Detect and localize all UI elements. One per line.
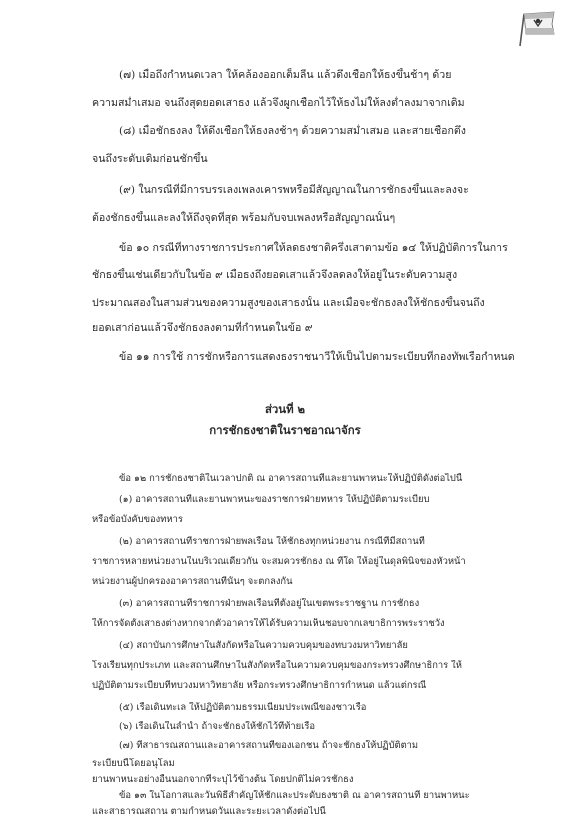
body-line: (๗) ที่สาธารณสถานและอาคารสถานที่ของเอกชน ถ้าจะชักธงให้ปฏิบัติตาม: [119, 740, 419, 751]
body-line: ราชการหลายหน่วยงานในบริเวณเดียวกัน จะสมควรชักธง ณ ที่ใด ให้อยู่ในดุลพินิจของหัวหน้า: [92, 556, 466, 567]
body-line: (๕) เรือเดินทะเล ให้ปฏิบัติตามธรรมเนียมประเพณีของชาวเรือ: [119, 702, 367, 713]
body-line: (๘) เมื่อชักธงลง ให้ดึงเชือกให้ธงลงช้าๆ ด้วยความสม่ำเสมอ และสายเชือกตึง: [119, 125, 466, 137]
body-line: ระเบียบนี้โดยอนุโลม: [92, 758, 175, 769]
body-line: โรงเรียนทุกประเภท และสถานศึกษาในสังกัดหรือในความควบคุมของกระทรวงศึกษาธิการ ให้: [92, 660, 462, 671]
body-line: (๖) เรือเดินในลำน้ำ ถ้าจะชักธงให้ชักไว้ที่ท้ายเรือ: [119, 721, 316, 732]
body-line: จนถึงระดับเดิมก่อนชักขึ้น: [92, 153, 208, 165]
flag-emblem-icon: [514, 8, 558, 48]
body-line: ข้อ ๑๒ การชักธงชาติในเวลาปกติ ณ อาคารสถานที่และยานพาหนะให้ปฏิบัติดังต่อไปนี้: [119, 473, 463, 484]
body-line: ต้องชักธงขึ้นและลงให้ถึงจุดที่สุด พร้อมกับจบเพลงหรือสัญญาณนั้นๆ: [92, 212, 396, 224]
section-heading: ส่วนที่ ๒: [264, 402, 306, 416]
body-line: ชักธงขึ้นเช่นเดียวกับในข้อ ๙ เมื่อธงถึงยอดเสาแล้วจึงลดลงให้อยู่ในระดับความสูง: [92, 269, 458, 281]
body-line: ข้อ ๑๑ การใช้ การชักหรือการแสดงธงราชนาวีให้เป็นไปตามระเบียบที่กองทัพเรือกำหนด: [119, 351, 515, 363]
body-line: ปฏิบัติตามระเบียบที่ทบวงมหาวิทยาลัย หรือกระทรวงศึกษาธิการกำหนด แล้วแต่กรณี: [92, 680, 427, 691]
body-line: ความสม่ำเสมอ จนถึงสุดยอดเสาธง แล้วจึงผูกเชือกไว้ให้ธงไม่ให้ลงต่ำลงมาจากเดิม: [92, 97, 465, 109]
body-line: ข้อ ๑๐ กรณีที่ทางราชการประกาศให้ลดธงชาติครึ่งเสาตามข้อ ๑๔ ให้ปฏิบัติการในการ: [119, 242, 508, 254]
body-line: (๗) เมื่อถึงกำหนดเวลา ให้คล้องออกเต็มลีน แล้วดึงเชือกให้ธงขึ้นช้าๆ ด้วย: [119, 69, 452, 81]
body-line: หรือข้อบังคับของทหาร: [92, 514, 183, 525]
section-title: การชักธงชาติในราชอาณาจักร: [209, 423, 361, 437]
body-line: และสาธารณสถาน ตามกำหนดวันและระยะเวลาดังต่อไปนี้: [92, 806, 326, 817]
body-line: (๙) ในกรณีที่มีการบรรเลงเพลงเคารพหรือมีสัญญาณในการชักธงขึ้นและลงจะ: [119, 184, 469, 196]
body-line: (๑) อาคารสถานที่และยานพาหนะของราชการฝ่ายทหาร ให้ปฏิบัติตามระเบียบ: [119, 494, 430, 505]
body-line: (๒) อาคารสถานที่ราชการฝ่ายพลเรือน ให้ชักธงทุกหน่วยงาน กรณีที่มีสถานที่: [119, 536, 425, 547]
body-line: ยานพาหนะอย่างอื่นนอกจากที่ระบุไว้ข้างต้น โดยปกติไม่ควรชักธง: [92, 774, 354, 785]
body-line: (๔) สถาบันการศึกษาในสังกัดหรือในความควบคุมของทบวงมหาวิทยาลัย: [119, 640, 408, 651]
body-line: หน่วยงานผู้ปกครองอาคารสถานที่นั้นๆ จะตกลงกัน: [92, 576, 293, 587]
body-line: (๓) อาคารสถานที่ราชการฝ่ายพลเรือนที่ตั้งอยู่ในเขตพระราชฐาน การชักธง: [119, 598, 420, 609]
body-line: ประมาณสองในสามส่วนของความสูงของเสาธงนั้น และเมื่อจะชักธงลงให้ชักธงขึ้นจนถึง: [92, 297, 485, 309]
body-line: ให้การจัดตั้งเสาธงต่างหากจากตัวอาคารให้ได้รับความเห็นชอบจากเลขาธิการพระราชวัง: [92, 618, 445, 629]
body-line: ยอดเสาก่อนแล้วจึงชักธงลงตามที่กำหนดในข้อ ๙: [92, 322, 313, 334]
body-line: ข้อ ๑๓ ในโอกาสและวันพิธีสำคัญให้ชักและประดับธงชาติ ณ อาคารสถานที่ ยานพาหนะ: [119, 790, 470, 801]
